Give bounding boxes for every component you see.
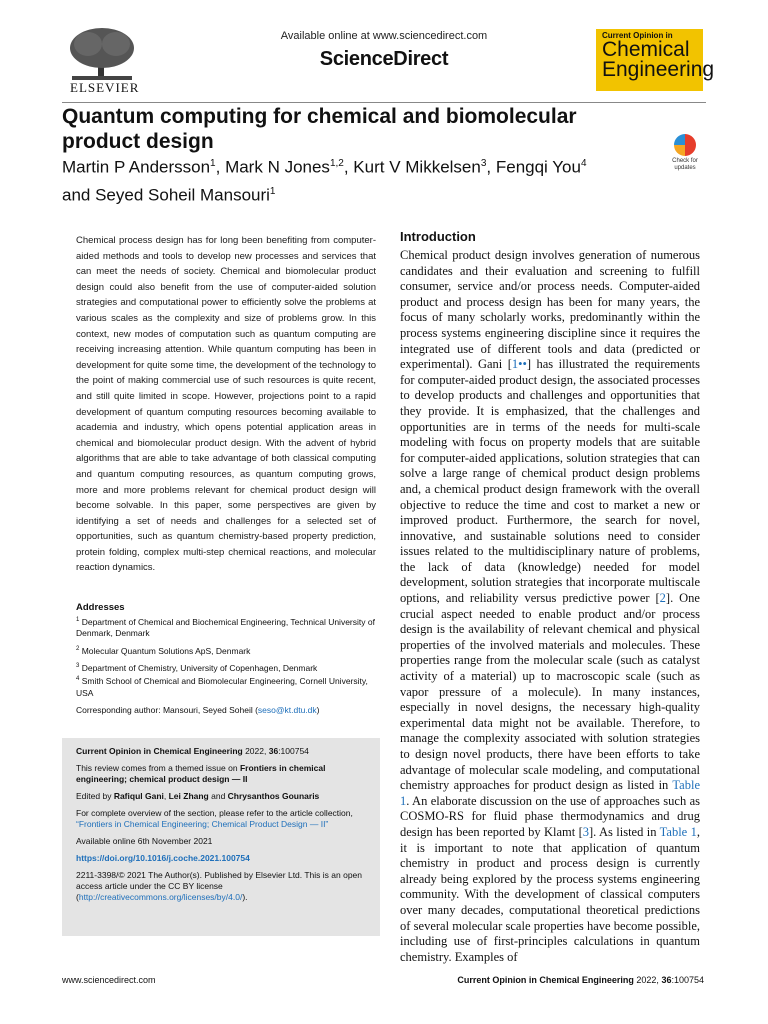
editor-name: Lei Zhang — [168, 791, 209, 801]
editor-name: Rafiqul Gani — [113, 791, 164, 801]
footer-volume: 36 — [661, 975, 672, 985]
table-link[interactable]: Table 1 — [400, 778, 700, 808]
info-doi-line — [76, 853, 366, 864]
info-article-number: :100754 — [278, 746, 309, 756]
author-name[interactable]: Kurt V Mikkelsen — [353, 157, 481, 177]
table-link[interactable]: Table 1 — [659, 824, 697, 839]
info-journal-name: Current Opinion in Chemical Engineering — [76, 746, 243, 756]
address-text: Molecular Quantum Solutions ApS, Denmark — [81, 645, 251, 656]
info-available-online: Available online 6th November 2021 — [76, 836, 213, 846]
citation-link[interactable]: 1•• — [511, 357, 527, 372]
author-name[interactable]: Seyed Soheil Mansouri — [95, 185, 270, 205]
article-info-box — [62, 738, 380, 936]
info-themed-issue — [76, 763, 366, 785]
edited-and: and — [208, 791, 228, 801]
footer-article-number: :100754 — [671, 975, 704, 985]
author-separator: , — [215, 157, 226, 177]
publisher-name: ELSEVIER — [70, 80, 140, 95]
license-link[interactable]: http://creativecommons.org/licenses/by/4.0/ — [78, 892, 243, 902]
author-separator: , — [486, 157, 496, 177]
footer-site-link[interactable]: www.sciencedirect.com — [62, 975, 156, 985]
footer-year: 2022, — [633, 975, 662, 985]
journal-logo-line3: Engineering — [602, 58, 715, 81]
check-updates-label: Check for updates — [672, 158, 698, 171]
citation-link[interactable]: 3 — [582, 824, 590, 839]
sciencedirect-logo-text[interactable]: ScienceDirect — [319, 48, 449, 70]
intro-text: ]. As listed in — [589, 824, 660, 839]
overview-prefix: For complete overview of the section, please refer to the article collection, — [76, 808, 353, 818]
introduction-heading: Introduction — [400, 229, 476, 244]
address-item — [76, 615, 382, 640]
journal-logo-line1: Current Opinion in — [602, 31, 673, 40]
author-list — [62, 152, 602, 207]
address-list — [76, 615, 382, 703]
corresponding-email-link[interactable]: seso@kt.dtu.dk — [257, 705, 317, 715]
edited-prefix: Edited by — [76, 791, 114, 801]
available-online-text[interactable]: Available online at www.sciencedirect.com — [280, 30, 488, 42]
author-affiliation: 4 — [580, 158, 587, 169]
intro-text: Chemical product design involves generation of numerous candidates and their evaluation and screening to fulfill consumer, service and/or process needs. Computer-aided product and process design has been for many years, the focus of many scholarly works, predominantly within the process systems engineering discipline since it requires the integrated use of different tools and data (predicted or experimental). Gani [ — [400, 248, 700, 372]
address-text: Department of Chemical and Biochemical Engineering, Technical University of Denmark, Denmark — [76, 616, 375, 639]
address-number: 1 — [76, 617, 80, 623]
footer-journal: Current Opinion in Chemical Engineering — [457, 975, 634, 985]
header-divider — [62, 102, 706, 103]
address-number: 3 — [76, 663, 80, 670]
address-number: 2 — [76, 645, 80, 652]
check-for-updates-button[interactable] — [664, 134, 706, 172]
citation-link[interactable]: 2 — [659, 591, 666, 606]
license-prefix: 2211-3398/© 2021 The Author(s). Published by Elsevier Ltd. This is an open access article under the CC BY license ( — [76, 870, 362, 902]
address-text: Department of Chemistry, University of Copenhagen, Denmark — [81, 662, 318, 673]
journal-logo-box — [596, 29, 715, 91]
corresponding-prefix: Corresponding author: Mansouri, Seyed Soheil ( — [76, 705, 258, 715]
collection-link[interactable]: “Frontiers in Chemical Engineering; Chemical Product Design — II” — [76, 819, 329, 829]
footer-citation — [440, 975, 704, 985]
author-affiliation: 1,2 — [329, 158, 344, 169]
check-updates-icon — [674, 134, 696, 156]
introduction-body — [400, 248, 700, 965]
info-year: 2022, — [242, 746, 269, 756]
address-item — [76, 674, 382, 699]
intro-text: . An elaborate discussion on the use of approaches such as COSMO-RS for fluid phase thermodynamics and drug design has been reported by Klamt [ — [400, 793, 700, 839]
info-editors: Edited by Rafiqul Gani, Lei Zhang and Chrysanthos Gounaris — [76, 791, 320, 801]
intro-text: , it is important to note that application of quantum chemistry in product and process design is currently already being explored by the process systems engineering community. With the development of classical computers over many decades, computational theoretical predictions of several molecular scale properties have become possible, including use of first-principles calculations in quantum chemistry. Examples of — [400, 824, 700, 964]
author-name[interactable]: Fengqi You — [495, 157, 581, 177]
address-item — [76, 644, 382, 657]
author-separator: , — [343, 157, 354, 177]
doi-link[interactable]: https://doi.org/10.1016/j.coche.2021.100754 — [76, 853, 250, 863]
intro-text: ] has illustrated the requirements for computer-aided product design, the associated processes to develop products and challenges and opportunities that they provide. It is emphasized, that the challenges and opportunities are in terms of the needs for multi-scale modeling with focus on property models that are suitable for computer-aided applications, solution strategies that can solve a large range of chemical product design problems and, a chemical product design framework with the overall objective to reduce the time and cost to market a new or improved product. Furthermore, the search for novel, innovative, and sustainable solutions need to consider issues related to the multidisciplinary nature of problems, the lack of data (knowledge) needed for model development, solution strategies that incorporate multiscale options, and reliability versus predictive power [ — [400, 357, 701, 606]
license-suffix: ). — [242, 892, 248, 902]
author-name[interactable]: Martin P Andersson — [62, 157, 211, 177]
info-overview — [76, 808, 366, 830]
journal-logo-line2: Chemical — [602, 38, 690, 61]
address-item — [76, 661, 382, 674]
themed-prefix: This review comes from a themed issue on — [76, 763, 240, 773]
corresponding-suffix: ) — [316, 705, 320, 715]
themed-issue-name: Frontiers in chemical engineering; chemical product design — II — [76, 763, 326, 784]
address-number: 4 — [76, 676, 80, 683]
info-journal-line — [76, 746, 366, 757]
author-separator: and — [62, 185, 96, 205]
addresses-heading: Addresses — [76, 602, 125, 613]
author-name[interactable]: Mark N Jones — [225, 157, 330, 177]
abstract-text: Chemical process design has for long been benefiting from computer-aided methods and tools to develop new processes and services that can meet the needs of society. Chemical and biomolecular product design could also benefit from the use of computer-aided solution strategies and computational power to efficiently solve the problems at various scales as the complexity and size of problems grow. In this context, new modes of computation such as quantum computing are receiving increasing attention. While quantum computing has been in development for quite some time, the development of the technology to the point of making commercial use of such resources is quite recent, and still quite limited in scope. However, projections point to a rapid development of quantum computing resources becoming available to academia and industry, which opens potential application areas in chemical and biomolecular product design. With the advent of hybrid algorithms that are able to take advantage of both classical computing and quantum computing resources, as quantum computing grows, more and more problems relevant for chemical product design will become solvable. In this paper, some perspectives are given by identifying a set of needs and challenges for a selected set of opportunities, such as quantum chemistry-based property prediction, protein folding, complex multi-step chemical reactions, and molecular reaction dynamics. — [76, 235, 376, 574]
author-affiliation: 1 — [269, 185, 276, 197]
info-license — [76, 870, 366, 903]
corresponding-author — [76, 705, 382, 715]
info-volume: 36 — [268, 746, 279, 756]
author-affiliation: 3 — [480, 158, 487, 169]
editor-name: Chrysanthos Gounaris — [227, 791, 320, 801]
address-text: Smith School of Chemical and Biomolecular Engineering, Cornell University, USA — [76, 676, 368, 698]
article-title: Quantum computing for chemical and biomolecular product design — [62, 105, 577, 153]
author-affiliation: 1 — [210, 158, 216, 169]
intro-text: ]. One crucial aspect needed to enable product and/or process design is the availability of relevant chemical and physical properties of the involved materials and molecules. These properties range from the molecular scale (such as catalyst activity of a material) up to macroscopic scale (such as vapor pressure of a molecule). In many instances, especially in novel designs, the necessary high-quality experimental data might not be available. Therefore, to manage the complexity associated with solution strategies to design novel products, there have been efforts to take advantage of molecular scale modeling, and computational chemistry approaches for product design as listed in — [400, 591, 700, 793]
